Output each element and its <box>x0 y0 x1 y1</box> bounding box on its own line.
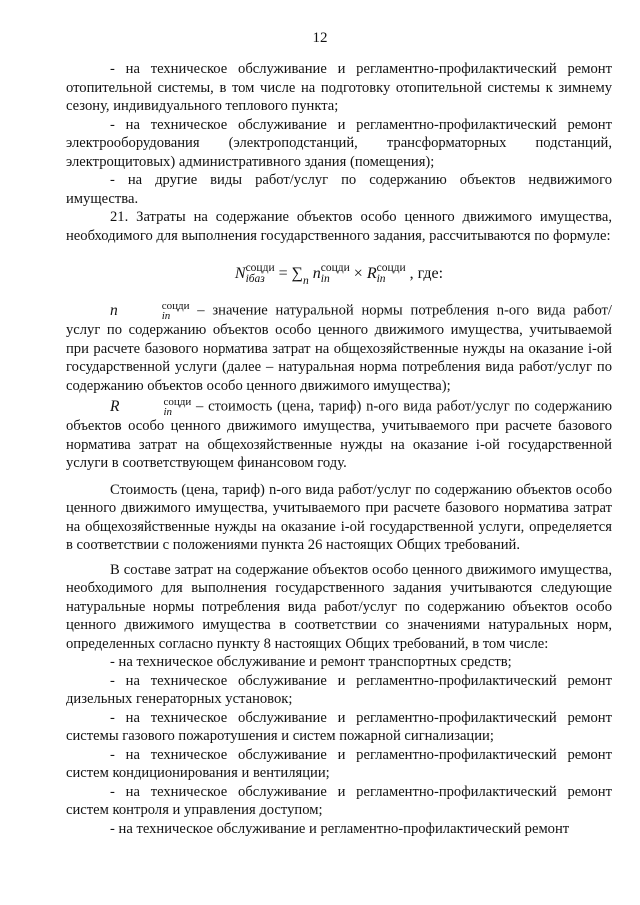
list-item-transport: - на техническое обслуживание и ремонт транспортных средств; <box>110 654 512 670</box>
definition-n-text: – значение натуральной нормы потребления n-ого вида работ/услуг по содержанию объектов особо ценного движимого имущества, учитываемой при расчете базового норматива затрат на общехозяйственные нужды на оказание i-ой государственной услуги (далее – натуральная норма потребления вида работ/услуг по содержанию объектов особо ценного движимого имущества); <box>66 302 612 394</box>
formula-equals: = <box>274 265 292 282</box>
formula-r-symbol: R <box>366 265 377 282</box>
paragraph-norms-list-intro: В составе затрат на содержание объектов особо ценного движимого имущества, необходимого для выполнения государственного задания учитываются следующие натуральные нормы потребления вида работ/услуг по содержанию объектов особо ценного движимого имущества в соответствии со значениями натуральных норм, определенных согласно пункту 8 настоящих Общих требований, в том числе: <box>66 561 612 652</box>
formula-n-sub: in <box>320 273 330 286</box>
list-item-ventilation: - на техническое обслуживание и регламентно-профилактический ремонт систем кондиционирования и вентиляции; <box>66 746 612 781</box>
definition-r-sub: in <box>163 406 173 418</box>
formula-r-sub: in <box>376 273 386 286</box>
formula-r-sup: соцди <box>376 262 406 275</box>
list-item-access-control: - на техническое обслуживание и регламентно-профилактический ремонт систем контроля и управления доступом; <box>66 783 612 818</box>
formula-where: , где: <box>405 265 444 282</box>
paragraph-other-works: - на другие виды работ/услуг по содержанию объектов недвижимого имущества. <box>66 172 612 207</box>
formula-lhs-symbol: N <box>234 265 246 282</box>
list-item-diesel-generators: - на техническое обслуживание и регламентно-профилактический ремонт дизельных генераторных установок; <box>66 672 612 707</box>
definition-n-symbol: n <box>110 301 118 319</box>
formula-sum-sub: n <box>303 275 309 287</box>
definition-n-sub: in <box>161 310 171 322</box>
formula-lhs-sup: соцди <box>245 262 275 275</box>
formula-sum-sign: ∑ <box>291 265 304 282</box>
formula-n-sup: соцди <box>320 262 350 275</box>
paragraph-clause-21: 21. Затраты на содержание объектов особо ценного движимого имущества, необходимого для выполнения государственного задания, рассчитываются по формуле: <box>66 209 612 244</box>
document-body <box>66 60 612 838</box>
definition-r <box>66 397 612 473</box>
definition-n <box>66 301 612 395</box>
paragraph-cost-definition: Стоимость (цена, тариф) n-ого вида работ/услуг по содержанию объектов особо ценного движимого имущества, учитываемого при расчете базового норматива затрат на общехозяйственные нужды на оказание i-ой государственной услуги, определяется в соответствии с положениями пункта 26 настоящих Общих требований. <box>66 481 612 553</box>
list-item-last: - на техническое обслуживание и регламентно-профилактический ремонт <box>110 820 570 837</box>
paragraph-heating-maintenance: - на техническое обслуживание и регламентно-профилактический ремонт отопительной системы, в том числе на подготовку отопительной системы к зимнему сезону, индивидуального теплового пункта; <box>66 61 612 114</box>
definition-r-text: – стоимость (цена, тариф) n-ого вида работ/услуг по содержанию объектов особо ценного движимого имущества, учитываемого при расчете базового норматива затрат на общехозяйственные нужды на оказание i-ой государственной услуги в соответствующем финансовом году. <box>66 398 612 471</box>
definition-r-sup: соцди <box>163 396 192 408</box>
definition-n-sup: соцди <box>161 300 190 312</box>
formula <box>66 263 612 287</box>
list-item-fire-systems: - на техническое обслуживание и регламентно-профилактический ремонт системы газового пожаротушения и систем пожарной сигнализации; <box>66 709 612 744</box>
formula-n-symbol: n <box>312 265 321 282</box>
formula-lhs-sub: iбаз <box>245 273 265 286</box>
paragraph-electrical-maintenance: - на техническое обслуживание и регламентно-профилактический ремонт электрооборудования (электроподстанций, трансформаторных подстанций, электрощитовых) административного здания (помещения); <box>66 116 612 170</box>
page-number: 12 <box>312 30 328 46</box>
definition-r-symbol: R <box>110 397 120 415</box>
formula-times: × <box>349 265 367 282</box>
